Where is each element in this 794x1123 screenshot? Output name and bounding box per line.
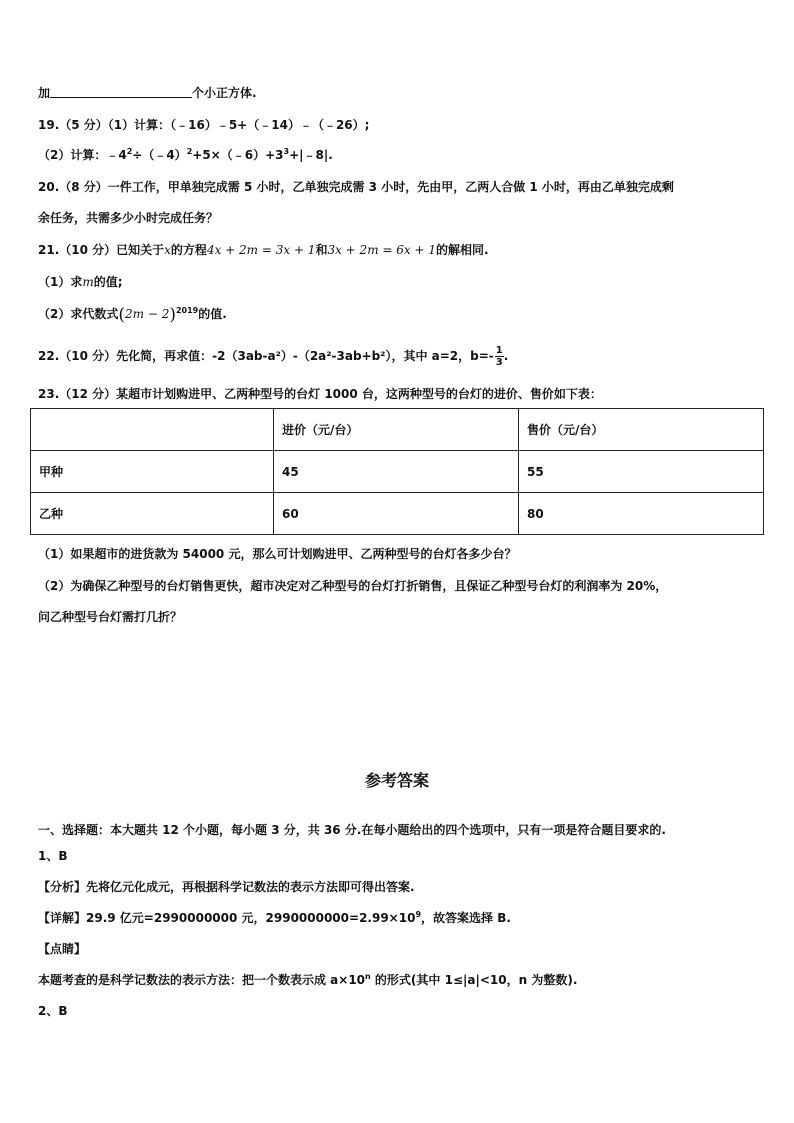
q19-part-d: +|﹣8|.: [289, 148, 333, 162]
q22-line: [38, 345, 508, 368]
q19-line2: [38, 146, 333, 163]
q22-frac-den: 3: [495, 357, 503, 368]
q18-prefix: 加: [38, 86, 51, 100]
answers-section-heading: 一、选择题：本大题共 12 个小题，每小题 3 分，共 36 分.在每小题给出的四个选项中，只有一项是符合题目要求的.: [38, 823, 666, 837]
q22-frac-num: 1: [495, 345, 503, 356]
q22-text: 22.（10 分）先化简，再求值：-2（3ab-a²）-（2a²-3ab+b²），其中 a=2，b=-: [38, 349, 494, 363]
comment-sup: n: [365, 972, 371, 981]
q18-suffix: 个小正方体.: [192, 86, 257, 100]
answer-detail: [38, 909, 511, 926]
q21-part-d: 的解相同.: [435, 243, 489, 257]
answers-title: 参考答案: [364, 771, 429, 790]
answer-blank: [50, 85, 192, 98]
table-header-cell: 售价（元/台）: [519, 409, 764, 451]
comment-a: 本题考查的是科学记数法的表示方法：把一个数表示成 a×10: [38, 973, 366, 987]
q23-sub2-line1: （2）为确保乙种型号的台灯销售更快，超市决定对乙种型号的台灯打折销售，且保证乙种型号台灯的利润率为 20%，: [38, 579, 668, 593]
table-cell: 乙种: [31, 493, 274, 535]
q21-part-a: 21.（10 分）已知关于: [38, 243, 165, 257]
detail-sup: 9: [415, 910, 422, 919]
answer-comment: [38, 971, 577, 988]
table-cell: 60: [274, 493, 519, 535]
q20-line1: 20.（8 分）一件工作，甲单独完成需 5 小时，乙单独完成需 3 小时，先由甲，乙两人合做 1 小时，再由乙单独完成剩: [38, 180, 674, 194]
q21-part-b: 的方程: [170, 243, 207, 257]
q21-sub2: [38, 305, 227, 325]
table-cell: 80: [519, 493, 764, 535]
table-row: [31, 493, 764, 535]
q21-line1: [38, 241, 489, 258]
table-header-cell: [31, 409, 274, 451]
q21-var-m: m: [82, 275, 94, 289]
q22-end: .: [503, 349, 509, 363]
q21-sub2-b: 的值.: [198, 307, 227, 321]
right-paren: ): [169, 305, 176, 325]
q18-tail-line: [38, 84, 257, 101]
q23-intro: 23.（12 分）某超市计划购进甲、乙两种型号的台灯 1000 台，这两种型号的台灯的进价、售价如下表：: [38, 387, 602, 401]
q23-sub1: （1）如果超市的进货款为 54000 元，那么可计划购进甲、乙两种型号的台灯各多少台？: [38, 547, 517, 561]
answer-analysis: 【分析】先将亿元化成元，再根据科学记数法的表示方法即可得出答案.: [38, 880, 415, 894]
q19-line1: 19.（5 分）（1）计算：（﹣16）﹣5+（﹣14）﹣（﹣26）;: [38, 118, 370, 132]
table-header-cell: 进价（元/台）: [274, 409, 519, 451]
q21-sub1-b: 的值;: [93, 275, 123, 289]
q21-sub2-a: （2）求代数式: [38, 307, 119, 321]
q19-part-c: +5×（﹣6）+3: [192, 148, 284, 162]
q21-part-c: 和: [315, 243, 328, 257]
table-cell: 45: [274, 451, 519, 493]
answer-1: 1、B: [38, 849, 68, 863]
q23-sub2-line2: 问乙种型号台灯需打几折？: [38, 610, 183, 624]
table-cell: 甲种: [31, 451, 274, 493]
table-row: [31, 451, 764, 493]
q19-sup1: 2: [126, 147, 133, 156]
q22-fraction: [495, 345, 504, 368]
q19-part-b: ÷（﹣4）: [132, 148, 187, 162]
detail-b: ，故答案选择 B.: [421, 911, 511, 925]
q20-line2: 余任务，共需多少小时完成任务？: [38, 211, 219, 225]
q21-sub1: [38, 273, 123, 290]
comment-b: 的形式(其中 1≤|a|<10，n 为整数).: [370, 973, 578, 987]
q21-sub1-a: （1）求: [38, 275, 83, 289]
q21-expression: 2m − 2: [125, 307, 170, 321]
q19-sup3: 3: [283, 147, 290, 156]
answer-comment-label: 【点睛】: [38, 942, 87, 956]
q21-var-x: x: [164, 243, 171, 257]
detail-a: 【详解】29.9 亿元=2990000000 元，2990000000=2.99×10: [38, 911, 416, 925]
q19-part-a: （2）计算：﹣4: [38, 148, 127, 162]
left-paren: (: [118, 305, 125, 325]
q21-equation-2: 3x + 2m = 6x + 1: [327, 243, 436, 257]
table-header-row: [31, 409, 764, 451]
q21-exponent: 2019: [175, 306, 199, 315]
q21-equation-1: 4x + 2m = 3x + 1: [206, 243, 316, 257]
q19-sup2: 2: [186, 147, 193, 156]
answer-2: 2、B: [38, 1004, 68, 1018]
table-cell: 55: [519, 451, 764, 493]
price-table: [30, 408, 764, 535]
